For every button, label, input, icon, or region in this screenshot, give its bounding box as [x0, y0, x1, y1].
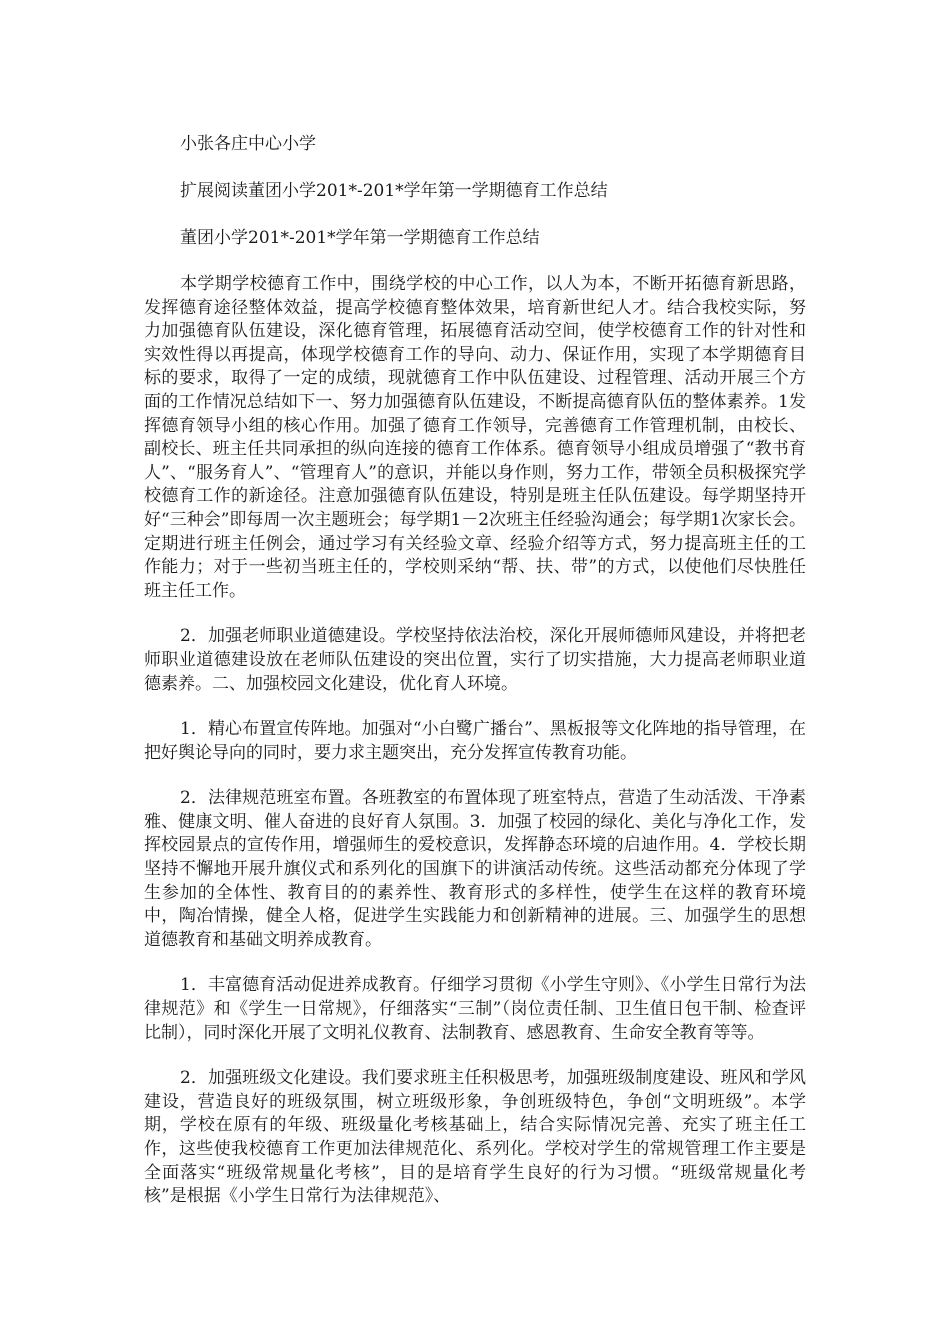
document-title: 董团小学201*-201*学年第一学期德育工作总结	[180, 228, 540, 248]
paragraph-intro: 本学期学校德育工作中，围绕学校的中心工作，以人为本，不断开拓德育新思路，发挥德育途径整体效益，提高学校德育整体效果，培育新世纪人才。结合我校实际，努力加强德育队伍建设，深化德育管理，拓展德育活动空间，使学校德育工作的针对性和实效性得以再提高，体现学校德育工作的导向、动力、保证作用，实现了本学期德育目标的要求，取得了一定的成绩，现就德育工作中队伍建设、过程管理、活动开展三个方面的工作情况总结如下一、努力加强德育队伍建设，不断提高德育队伍的整体素养。1发挥德育领导小组的核心作用。加强了德育工作领导，完善德育工作管理机制，由校长、副校长、班主任共同承担的纵向连接的德育工作体系。德育领导小组成员增强了“教书育人”、“服务育人”、“管理育人”的意识，并能以身作则，努力工作，带领全员积极探究学校德育工作的新途径。注意加强德育队伍建设，特别是班主任队伍建设。每学期坚持开好“三种会”即每周一次主题班会；每学期1－2次班主任经验沟通会；每学期1次家长会。定期进行班主任例会，通过学习有关经验文章、经验介绍等方式，努力提高班主任的工作能力；对于一些初当班主任的，学校则采纳“帮、扶、带”的方式，以使他们尽快胜任班主任工作。	[144, 274, 806, 601]
paragraph-publicity: 1．精心布置宣传阵地。加强对“小白鹭广播台”、黑板报等文化阵地的指导管理，在把好舆论导向的同时，要力求主题突出，充分发挥宣传教育功能。	[144, 719, 806, 763]
document-page	[144, 132, 806, 1231]
paragraph-teacher-ethics: 2．加强老师职业道德建设。学校坚持依法治校，深化开展师德师风建设，并将把老师职业道德建设放在老师队伍建设的突出位置，实行了切实措施，大力提高老师职业道德素养。二、加强校园文化建设，优化育人环境。	[144, 626, 806, 694]
paragraph-classroom: 2．法律规范班室布置。各班教室的布置体现了班室特点，营造了生动活泼、干净素雅、健康文明、催人奋进的良好育人氛围。3．加强了校园的绿化、美化与净化工作，发挥校园景点的宣传作用，增强师生的爱校意识，发挥静态环境的启迪作用。4．学校长期坚持不懈地开展升旗仪式和系列化的国旗下的讲演活动传统。这些活动都充分体现了学生参加的全体性、教育目的的素养性、教育形式的多样性，使学生在这样的教育环境中，陶冶情操，健全人格，促进学生实践能力和创新精神的进展。三、加强学生的思想道德教育和基础文明养成教育。	[144, 788, 806, 950]
paragraph-moral-activities: 1．丰富德育活动促进养成教育。仔细学习贯彻《小学生守则》、《小学生日常行为法律规范》和《学生一日常规》，仔细落实“三制”（岗位责任制、卫生值日包干制、检查评比制），同时深化开展了文明礼仪教育、法制教育、感恩教育、生命安全教育等等。	[144, 975, 806, 1043]
extended-reading-title: 扩展阅读董团小学201*-201*学年第一学期德育工作总结	[180, 181, 608, 201]
school-name-heading: 小张各庄中心小学	[180, 134, 316, 154]
paragraph-class-culture: 2．加强班级文化建设。我们要求班主任积极思考，加强班级制度建设、班风和学风建设，营造良好的班级氛围，树立班级形象，争创班级特色，争创“文明班级”。本学期，学校在原有的年级、班级量化考核基础上，结合实际情况完善、充实了班主任工作，这些使我校德育工作更加法律规范化、系列化。学校对学生的常规管理工作主要是全面落实“班级常规量化考核”，目的是培育学生良好的行为习惯。“班级常规量化考核”是根据《小学生日常行为法律规范》、	[144, 1068, 806, 1207]
